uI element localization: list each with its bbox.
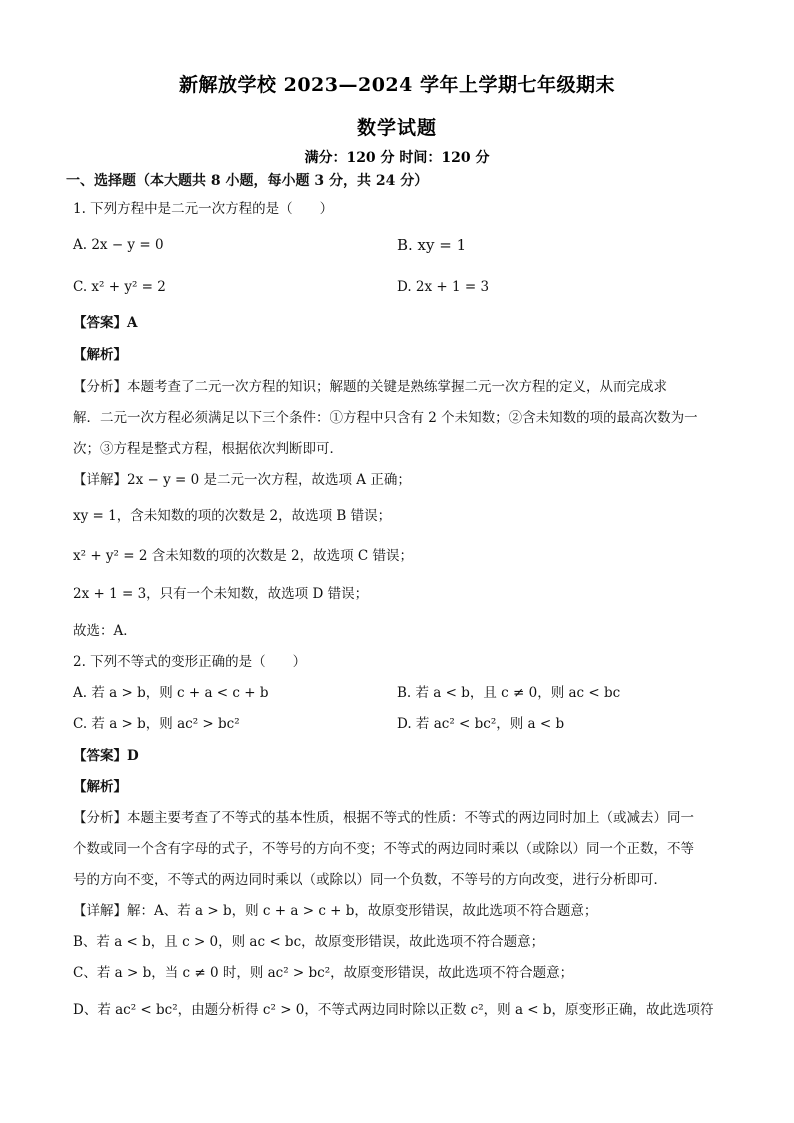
question-2-detail-line-3: C、若 a > b，当 c ≠ 0 时，则 ac² > bc²，故原变形错误，故此选项不符合题意； — [73, 965, 574, 981]
question-2-option-b: B. 若 a < b，且 c ≠ 0，则 ac < bc — [397, 685, 621, 701]
question-2-detail-line-4: D、若 ac² < bc²，由题分析得 c² > 0，不等式两边同时除以正数 c²，则 a < b，原变形正确，故此选项符 — [73, 1002, 714, 1018]
question-1-analysis-line-3: 次；③方程是整式方程，根据依次判断即可． — [73, 441, 343, 457]
question-2-answer: 【答案】D — [73, 748, 139, 764]
question-2-analysis-line-2: 个数或同一个含有字母的式子，不等号的方向不变；不等式的两边同时乘以（或除以）同一个正数，不等 — [73, 841, 694, 857]
exam-subject: 数学试题 — [356, 117, 437, 139]
question-2-detail-line-2: B、若 a < b，且 c > 0，则 ac < bc，故原变形错误，故此选项不符合题意； — [73, 934, 545, 950]
question-2-option-a: A. 若 a > b，则 c + a < c + b — [73, 685, 269, 701]
exam-title: 新解放学校 2023—2024 学年上学期七年级期末 — [179, 74, 615, 96]
question-1-option-a: A. 2x − y = 0 — [73, 237, 164, 253]
question-1-option-d: D. 2x + 1 = 3 — [397, 279, 490, 295]
question-1-detail-line-3: x² + y² = 2 含未知数的项的次数是 2，故选项 C 错误； — [73, 548, 414, 564]
question-1-option-c: C. x² + y² = 2 — [73, 279, 166, 295]
section-heading: 一、选择题（本大题共 8 小题，每小题 3 分，共 24 分） — [66, 173, 429, 189]
question-1-conclusion: 故选：A． — [73, 623, 137, 639]
question-1-detail-line-1: 【详解】2x − y = 0 是二元一次方程，故选项 A 正确； — [73, 472, 411, 488]
question-2-analysis-label: 【解析】 — [73, 779, 127, 795]
question-1-analysis-line-1: 【分析】本题考查了二元一次方程的知识；解题的关键是熟练掌握二元一次方程的定义，从而完成求 — [73, 379, 667, 395]
question-2-option-d: D. 若 ac² < bc²，则 a < b — [397, 716, 565, 732]
exam-score-time: 满分：120 分 时间：120 分 — [304, 150, 490, 166]
question-1-analysis-line-2: 解．二元一次方程必须满足以下三个条件：①方程中只含有 2 个未知数；②含未知数的项的最高次数为一 — [73, 410, 698, 426]
question-2-option-c: C. 若 a > b，则 ac² > bc² — [73, 716, 240, 732]
question-1-answer: 【答案】A — [73, 315, 138, 331]
question-1-option-b: B. xy = 1 — [397, 236, 467, 254]
question-2-analysis-line-1: 【分析】本题主要考查了不等式的基本性质，根据不等式的性质：不等式的两边同时加上（或减去）同一 — [73, 810, 694, 826]
question-2-analysis-line-3: 号的方向不变，不等式的两边同时乘以（或除以）同一个负数，不等号的方向改变，进行分析即可． — [73, 872, 667, 888]
question-1-stem: 1. 下列方程中是二元一次方程的是（ ） — [73, 201, 334, 217]
question-2-detail-line-1: 【详解】解：A、若 a > b，则 c + a > c + b，故原变形错误，故此选项不符合题意； — [73, 903, 598, 919]
question-1-detail-line-4: 2x + 1 = 3，只有一个未知数，故选项 D 错误； — [73, 586, 369, 602]
question-1-analysis-label: 【解析】 — [73, 347, 127, 363]
question-1-detail-line-2: xy = 1，含未知数的项的次数是 2，故选项 B 错误； — [73, 508, 392, 524]
question-2-stem: 2. 下列不等式的变形正确的是（ ） — [73, 654, 307, 670]
